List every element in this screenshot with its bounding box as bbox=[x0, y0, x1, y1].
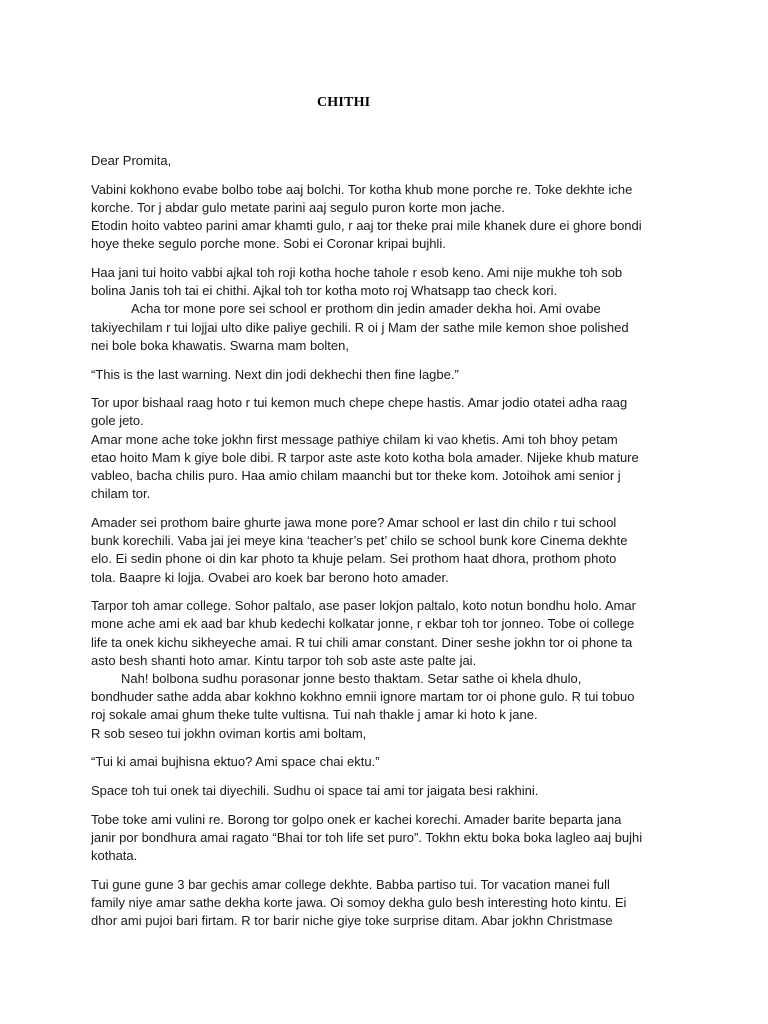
text-line: kothata. bbox=[91, 848, 138, 864]
text-line: family niye amar sathe dekha korte jawa. Oi somoy dekha gulo besh interesting hoto kintu. Ei bbox=[91, 895, 627, 911]
paragraph bbox=[91, 264, 691, 355]
text-line: Vabini kokhono evabe bolbo tobe aaj bolchi. Tor kotha khub mone porche re. Toke dekhte iche bbox=[91, 181, 633, 197]
text-line: bolina Janis toh tai ei chithi. Ajkal toh tor kotha moto roj Whatsapp tao check kori. bbox=[91, 283, 558, 299]
text-line: korche. Tor j abdar gulo metate parini aaj segulo puron korte mon jache. bbox=[91, 199, 505, 215]
paragraph bbox=[91, 514, 691, 587]
text-line: nei bole boka khawatis. Swarna mam bolten, bbox=[91, 337, 349, 353]
text-line: roj sokale amai ghum theke tulte vultisna. Tui nah thakle j amar ki hoto k jane. bbox=[91, 707, 538, 723]
text-line: Amar mone ache toke jokhn first message pathiye chilam ki vao khetis. Ami toh bhoy petam bbox=[91, 431, 618, 447]
text-line: R sob seseo tui jokhn oviman kortis ami boltam, bbox=[91, 725, 367, 741]
paragraph bbox=[91, 876, 691, 931]
text-line: janir por bondhura amai ragato “Bhai tor toh life set puro”. Tokhn ektu boka boka lagleo aaj bujhi bbox=[91, 830, 643, 845]
paragraph bbox=[91, 366, 691, 384]
text-line: Tui gune gune 3 bar gechis amar college dekhte. Babba partiso tui. Tor vacation manei full bbox=[91, 876, 610, 892]
text-line: Tarpor toh amar college. Sohor paltalo, ase paser lokjon paltalo, koto notun bondhu holo. Amar bbox=[91, 598, 636, 614]
text-line: Haa jani tui hoito vabbi ajkal toh roji kotha hoche tahole r esob keno. Ami nije mukhe toh sob bbox=[91, 265, 623, 281]
text-line: mone ache ami ek aad bar khub kedechi kolkatar jonne, r ekbar toh tor jonneo. Tobe oi college bbox=[91, 616, 635, 632]
text-line: Nah! bolbona sudhu porasonar jonne besto thaktam. Setar sathe oi khela dhulo, bbox=[121, 671, 582, 687]
text-line: elo. Ei sedin phone oi din kar photo ta khuje pelam. Sei prothom haat dhora, prothom photo bbox=[91, 551, 617, 567]
text-line: life ta onek kichu sikheyeche amai. R tui chili amar constant. Diner seshe jokhn tor oi phone ta bbox=[91, 634, 633, 650]
text-line: “Tui ki amai bujhisna ektuo? Ami space chai ektu.” bbox=[91, 754, 380, 770]
paragraph bbox=[91, 811, 691, 866]
paragraph bbox=[91, 181, 691, 254]
text-line: Space toh tui onek tai diyechili. Sudhu oi space tai ami tor jaigata besi rakhini. bbox=[91, 783, 539, 799]
text-line: asto besh shanti hoto amar. Kintu tarpor toh sob aste aste palte jai. bbox=[91, 652, 477, 668]
text-line: Tor upor bishaal raag hoto r tui kemon much chepe chepe hastis. Amar jodio otatei adha raag bbox=[91, 395, 628, 411]
paragraph bbox=[91, 152, 691, 170]
text-line: Acha tor mone pore sei school er prothom din jedin amader dekha hoi. Ami ovabe bbox=[131, 301, 601, 317]
text-line: chilam tor. bbox=[91, 486, 151, 502]
text-line: vableo, bacha chilis puro. Haa amio chilam maanchi but tor theke kom. Jotoihok ami senior j bbox=[91, 468, 621, 484]
paragraph bbox=[91, 597, 691, 743]
paragraph bbox=[91, 394, 691, 503]
text-line: Etodin hoito vabteo parini amar khamti gulo, r aaj tor theke prai mile khanek dure ei ghore bondi bbox=[91, 218, 642, 234]
document-title: CHITHI bbox=[317, 95, 371, 110]
text-line: dhor ami pujoi bari firtam. R tor barir niche giye toke surprise ditam. Abar jokhn Christmase bbox=[91, 913, 613, 929]
text-line: bunk korechili. Vaba jai jei meye kina ‘teacher’s pet’ chilo se school bunk kore Cinema dekhte bbox=[91, 533, 628, 549]
paragraph bbox=[91, 753, 691, 771]
text-line: tola. Baapre ki lojja. Ovabei aro koek bar berono hoto amader. bbox=[91, 569, 449, 585]
text-line: Amader sei prothom baire ghurte jawa mone pore? Amar school er last din chilo r tui school bbox=[91, 514, 617, 530]
text-line: Tobe toke ami vulini re. Borong tor golpo onek er kachei korechi. Amader barite beparta jana bbox=[91, 811, 622, 827]
text-line: “This is the last warning. Next din jodi dekhechi then fine lagbe.” bbox=[91, 366, 459, 382]
text-line: bondhuder sathe adda abar kokhno kokhno emnii ignore martam tor oi phone gulo. R tui tobuo bbox=[91, 689, 635, 705]
text-line: takiyechilam r tui lojjai ulto dike paliye gechili. R oi j Mam der sathe mile kemon shoe polished bbox=[91, 319, 629, 335]
text-line: Dear Promita, bbox=[91, 153, 172, 168]
letter-body bbox=[91, 152, 691, 941]
text-line: hoye theke segulo porche mone. Sobi ei Coronar kripai bujhli. bbox=[91, 236, 446, 252]
text-line: etao hoito Mam k giye bole dibi. R tarpor aste aste koto kotha bola amader. Nijeke khub mature bbox=[91, 449, 639, 465]
text-line: gole jeto. bbox=[91, 413, 144, 429]
paragraph bbox=[91, 782, 691, 800]
